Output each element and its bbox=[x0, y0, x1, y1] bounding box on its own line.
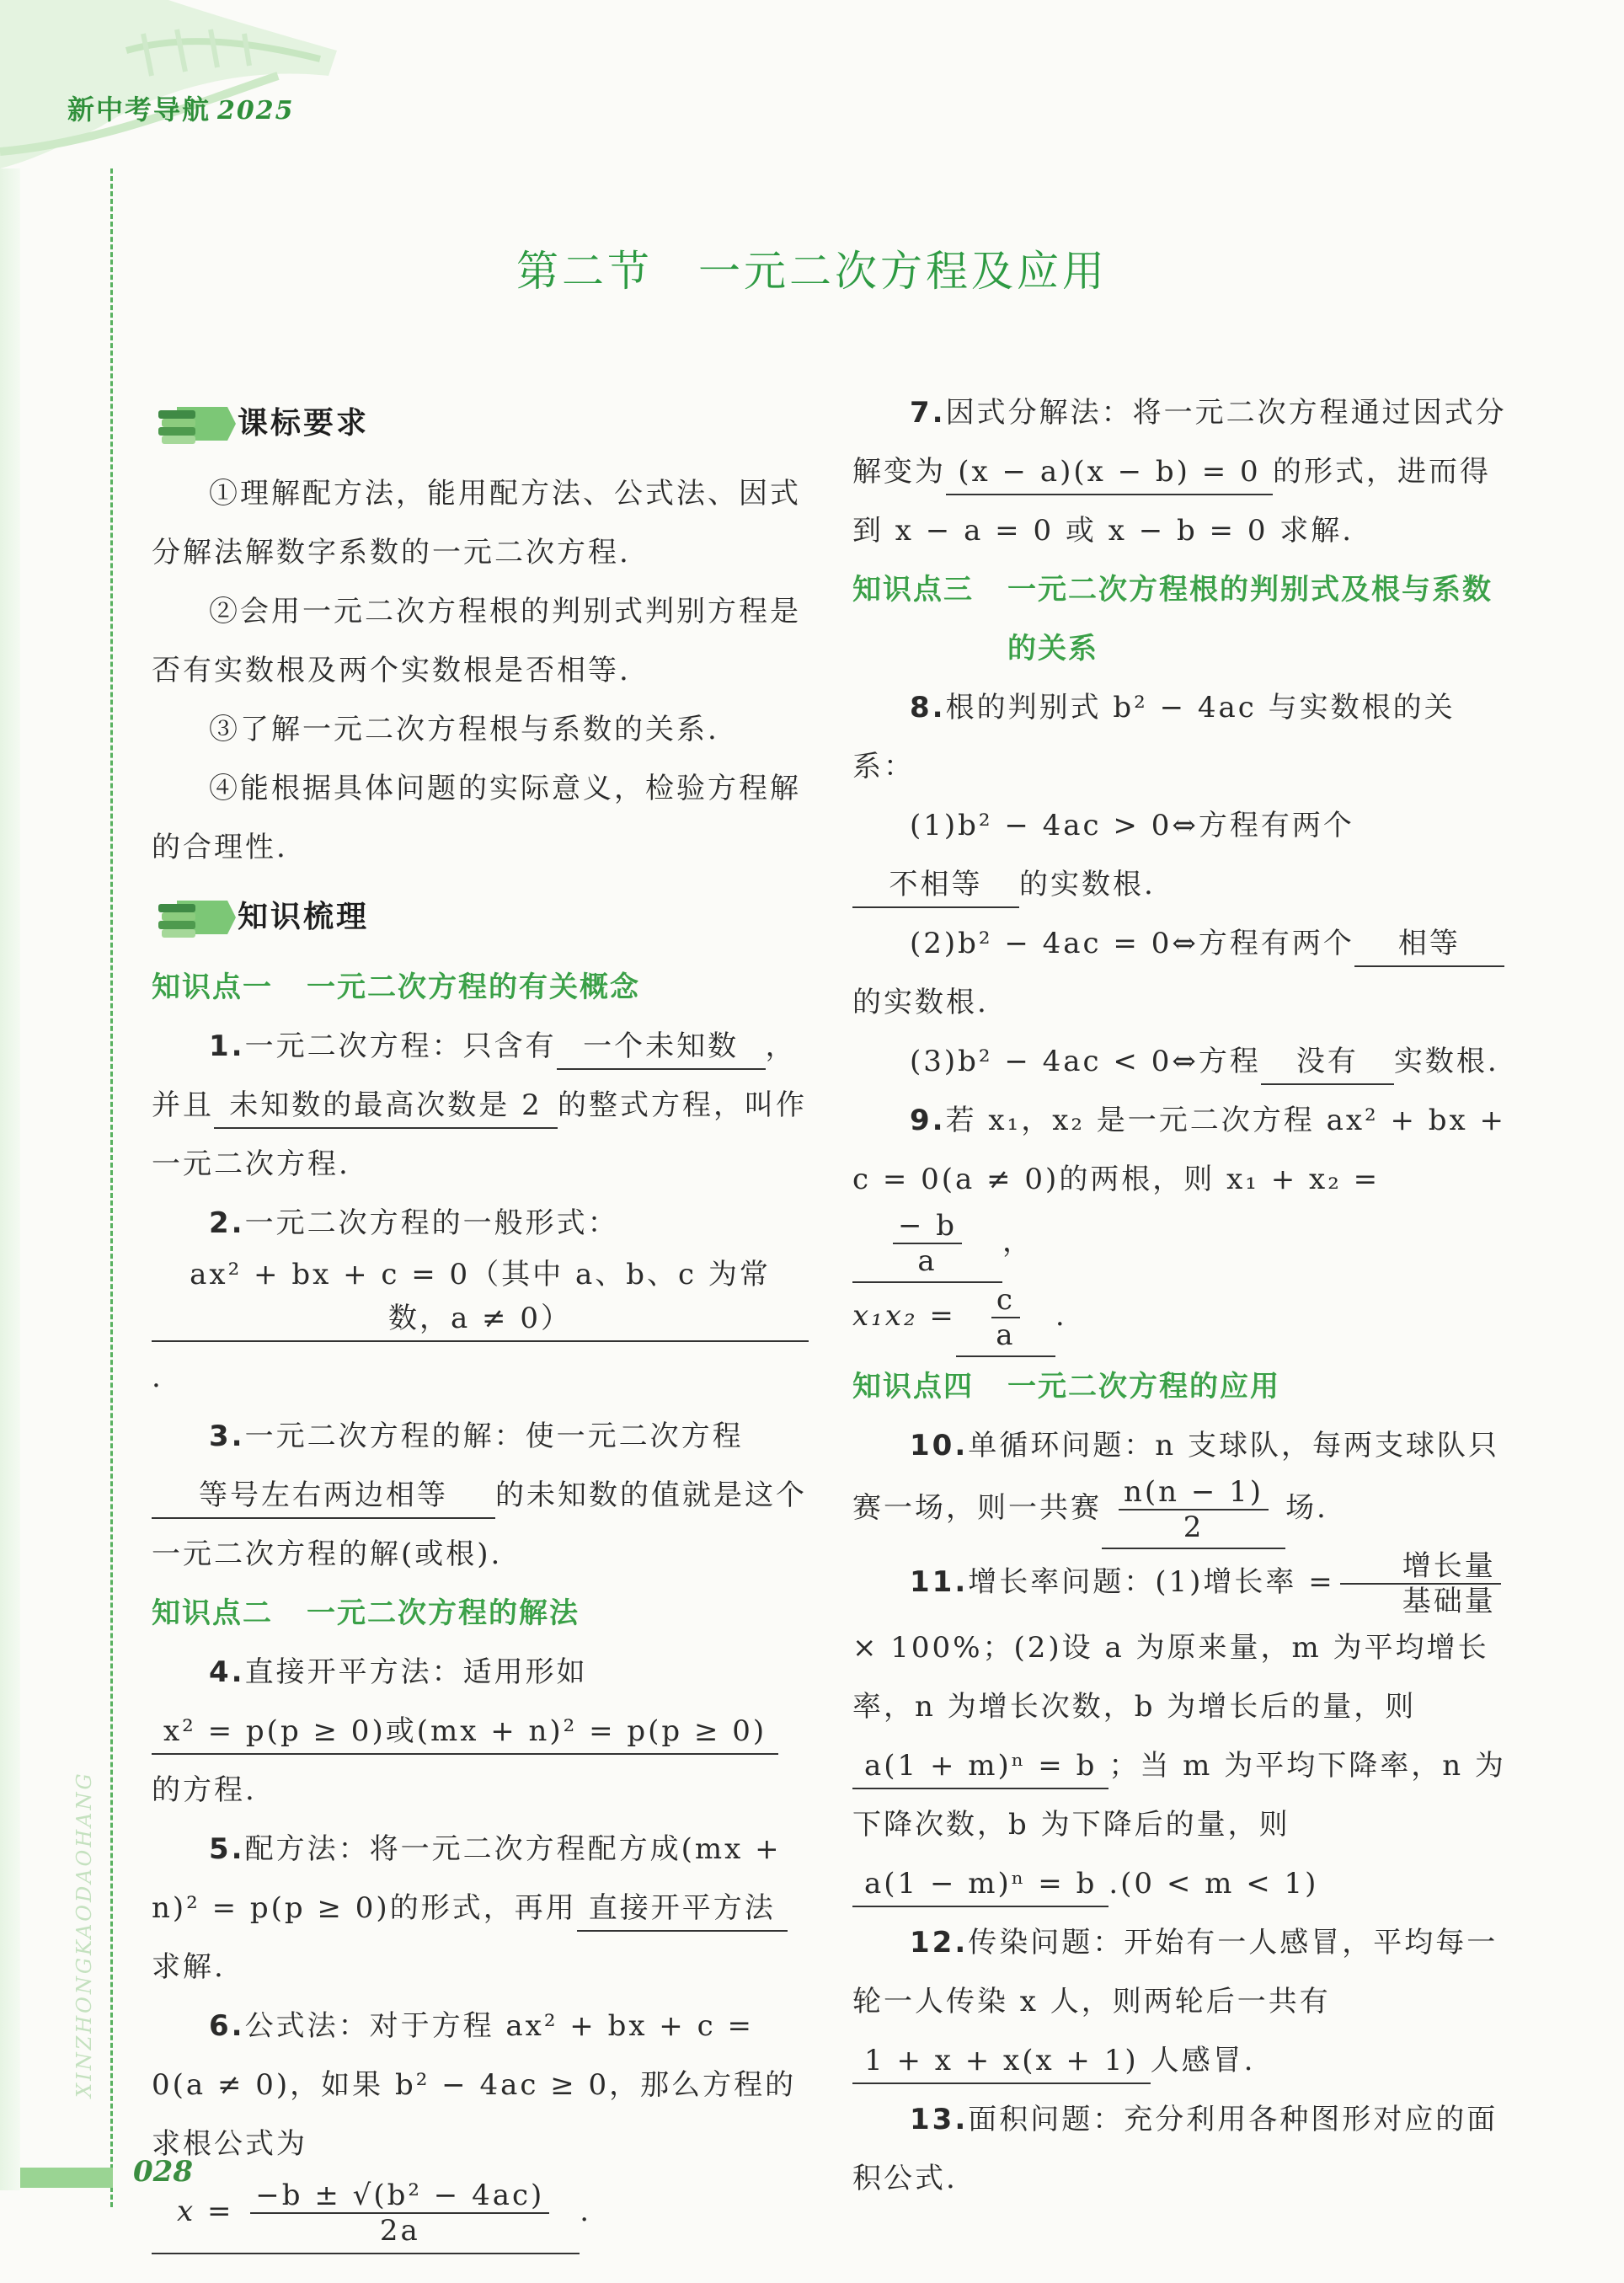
item-10: 10.单循环问题：n 支球队，每两支球队只赛一场，则一共赛 $\frac{n(n - 1)}{2}$ 场. bbox=[852, 1416, 1509, 1549]
knowledge-point-4-heading bbox=[852, 1357, 1509, 1416]
item-11: 11.增长率问题：(1)增长率 = $\frac{\text{增长量}}{\text{基础量}}$ × 100%；(2)设 a 为原来量，m 为平均增长率，n 为增长次数，b 为增长后的量，则a(1 + m)ⁿ = b ；当 m 为平均下降率，n 为下降次数，b 为下降后的量，则a(1 − m)ⁿ = b .(0 < m < 1) bbox=[852, 1549, 1509, 1913]
books-icon bbox=[152, 390, 244, 457]
kp-title: 一元二次方程的应用 bbox=[1007, 1370, 1280, 1403]
right-column bbox=[852, 383, 1509, 2208]
requirement-1: ①理解配方法，能用配方法、公式法、因式分解法解数字系数的一元二次方程. bbox=[152, 477, 801, 569]
answer-blank: x = $\frac{\text{−b ± √(b² − 4ac)}}{2a}$ bbox=[152, 2179, 580, 2254]
answer-blank: 不相等 bbox=[852, 863, 1019, 908]
answer-blank: 没有 bbox=[1261, 1040, 1394, 1085]
quadratic-formula: $\frac{\text{−b ± √(b² − 4ac)}}{2a}$ bbox=[250, 2179, 549, 2248]
books-icon bbox=[152, 884, 244, 951]
item-6-formula: x = $\frac{\text{−b ± √(b² − 4ac)}}{2a}$ . bbox=[152, 2179, 809, 2254]
answer-blank: $\frac{c}{a}$ bbox=[956, 1283, 1055, 1357]
section-requirements bbox=[152, 383, 809, 464]
item-8-case-3: (3)b² − 4ac < 0⇔方程 没有 实数根. bbox=[852, 1032, 1509, 1091]
answer-blank: 等号左右两边相等 bbox=[152, 1473, 495, 1519]
answer-blank: 一个未知数 bbox=[557, 1024, 766, 1070]
kp-label: 知识点四 bbox=[852, 1370, 974, 1403]
answer-blank: a(1 − m)ⁿ = b bbox=[852, 1862, 1108, 1907]
item-8-case-2: (2)b² − 4ac = 0⇔方程有两个 相等的实数根. bbox=[852, 914, 1509, 1032]
section-label: 知识梳理 bbox=[238, 900, 370, 934]
answer-blank: ax² + bx + c = 0（其中 a、b、c 为常数，a ≠ 0） bbox=[152, 1253, 809, 1342]
answer-blank: $\frac{n(n - 1)}{2}$ bbox=[1102, 1475, 1285, 1549]
brand-year: 2025 bbox=[217, 96, 295, 126]
kp-label: 知识点三 bbox=[852, 573, 974, 607]
kp-title: 一元二次方程根的判别式及根与系数的关系 bbox=[1007, 573, 1493, 666]
section-knowledge bbox=[152, 877, 809, 958]
brand-name: 新中考导航 bbox=[67, 94, 211, 126]
item-7: 7.因式分解法：将一元二次方程通过因式分解变为 (x − a)(x − b) = 0 的形式，进而得到 x − a = 0 或 x − b = 0 求解. bbox=[852, 396, 1507, 548]
requirement-3: ③了解一元二次方程根与系数的关系. bbox=[209, 713, 719, 746]
answer-blank: a(1 + m)ⁿ = b bbox=[852, 1744, 1108, 1789]
page-number: 028 bbox=[133, 2155, 193, 2189]
answer-blank: x² = p(p ≥ 0)或(mx + n)² = p(p ≥ 0) bbox=[152, 1709, 778, 1755]
requirement-2: ②会用一元二次方程根的判别式判别方程是否有实数根及两个实数根是否相等. bbox=[152, 595, 801, 687]
answer-blank: 未知数的最高次数是 2 bbox=[214, 1083, 558, 1129]
kp-title: 一元二次方程的有关概念 bbox=[307, 970, 640, 1004]
answer-blank: 1 + x + x(x + 1) bbox=[852, 2039, 1151, 2084]
item-12: 12.传染问题：开始有一人感冒，平均每一轮一人传染 x 人，则两轮后一共有1 + x + x(x + 1) 人感冒. bbox=[852, 1913, 1509, 2090]
answer-blank: 相等 bbox=[1354, 922, 1504, 967]
header-ship-logo bbox=[0, 0, 354, 168]
answer-blank: (x − a)(x − b) = 0 bbox=[946, 450, 1273, 495]
item-8: 8.根的判别式 b² − 4ac 与实数根的关系： bbox=[852, 691, 1456, 783]
side-margin-band bbox=[0, 168, 20, 2190]
kp-label: 知识点一 bbox=[152, 970, 273, 1004]
item-3: 3.一元二次方程的解：使一元二次方程等号左右两边相等 的未知数的值就是这个一元二次方程的解(或根). bbox=[152, 1420, 807, 1571]
requirement-4: ④能根据具体问题的实际意义，检验方程解的合理性. bbox=[152, 772, 801, 864]
item-13: 13.面积问题：充分利用各种图形对应的面积公式. bbox=[852, 2103, 1498, 2195]
page-title: 第二节 一元二次方程及应用 bbox=[516, 247, 1108, 296]
kp-label: 知识点二 bbox=[152, 1596, 273, 1630]
item-9: 9.若 x₁，x₂ 是一元二次方程 ax² + bx + c = 0(a ≠ 0)的两根，则 x₁ + x₂ = $\frac{- b}{a}$ ， bbox=[852, 1091, 1509, 1283]
item-4: 4.直接开平方法：适用形如x² = p(p ≥ 0)或(mx + n)² = p(p ≥ 0)的方程. bbox=[152, 1643, 809, 1820]
knowledge-point-2-heading bbox=[152, 1584, 809, 1643]
knowledge-point-3-heading bbox=[852, 560, 1509, 678]
section-label: 课标要求 bbox=[238, 406, 370, 441]
kp-title: 一元二次方程的解法 bbox=[307, 1596, 580, 1630]
answer-blank: $\frac{- b}{a}$ bbox=[852, 1209, 1002, 1283]
item-1: 1.一元二次方程：只含有 一个未知数 ，并且 未知数的最高次数是 2 的整式方程，叫作一元二次方程. bbox=[152, 1017, 809, 1194]
answer-blank: 直接开平方法 bbox=[577, 1886, 788, 1932]
growth-rate-fraction: $\frac{\text{增长量}}{\text{基础量}}$ bbox=[1340, 1549, 1501, 1618]
item-5: 5.配方法：将一元二次方程配方成(mx + n)² = p(p ≥ 0)的形式，再用 直接开平方法求解. bbox=[152, 1820, 809, 1997]
page-number-tab bbox=[20, 2168, 113, 2188]
item-9-product: x₁x₂ = $\frac{c}{a}$ . bbox=[852, 1283, 1509, 1357]
knowledge-point-1-heading bbox=[152, 958, 809, 1017]
left-column bbox=[152, 383, 809, 2254]
item-6: 6.公式法：对于方程 ax² + bx + c = 0(a ≠ 0)，如果 b² − 4ac ≥ 0，那么方程的求根公式为 bbox=[152, 2009, 797, 2161]
header-brand bbox=[67, 88, 295, 127]
item-2: 2.一元二次方程的一般形式：ax² + bx + c = 0（其中 a、b、c 为常数，a ≠ 0）. bbox=[152, 1194, 809, 1407]
side-pinyin-watermark: XINZHONGKAODAOHANG bbox=[72, 1771, 96, 2098]
item-8-case-1: (1)b² − 4ac > 0⇔方程有两个不相等 的实数根. bbox=[852, 796, 1509, 914]
